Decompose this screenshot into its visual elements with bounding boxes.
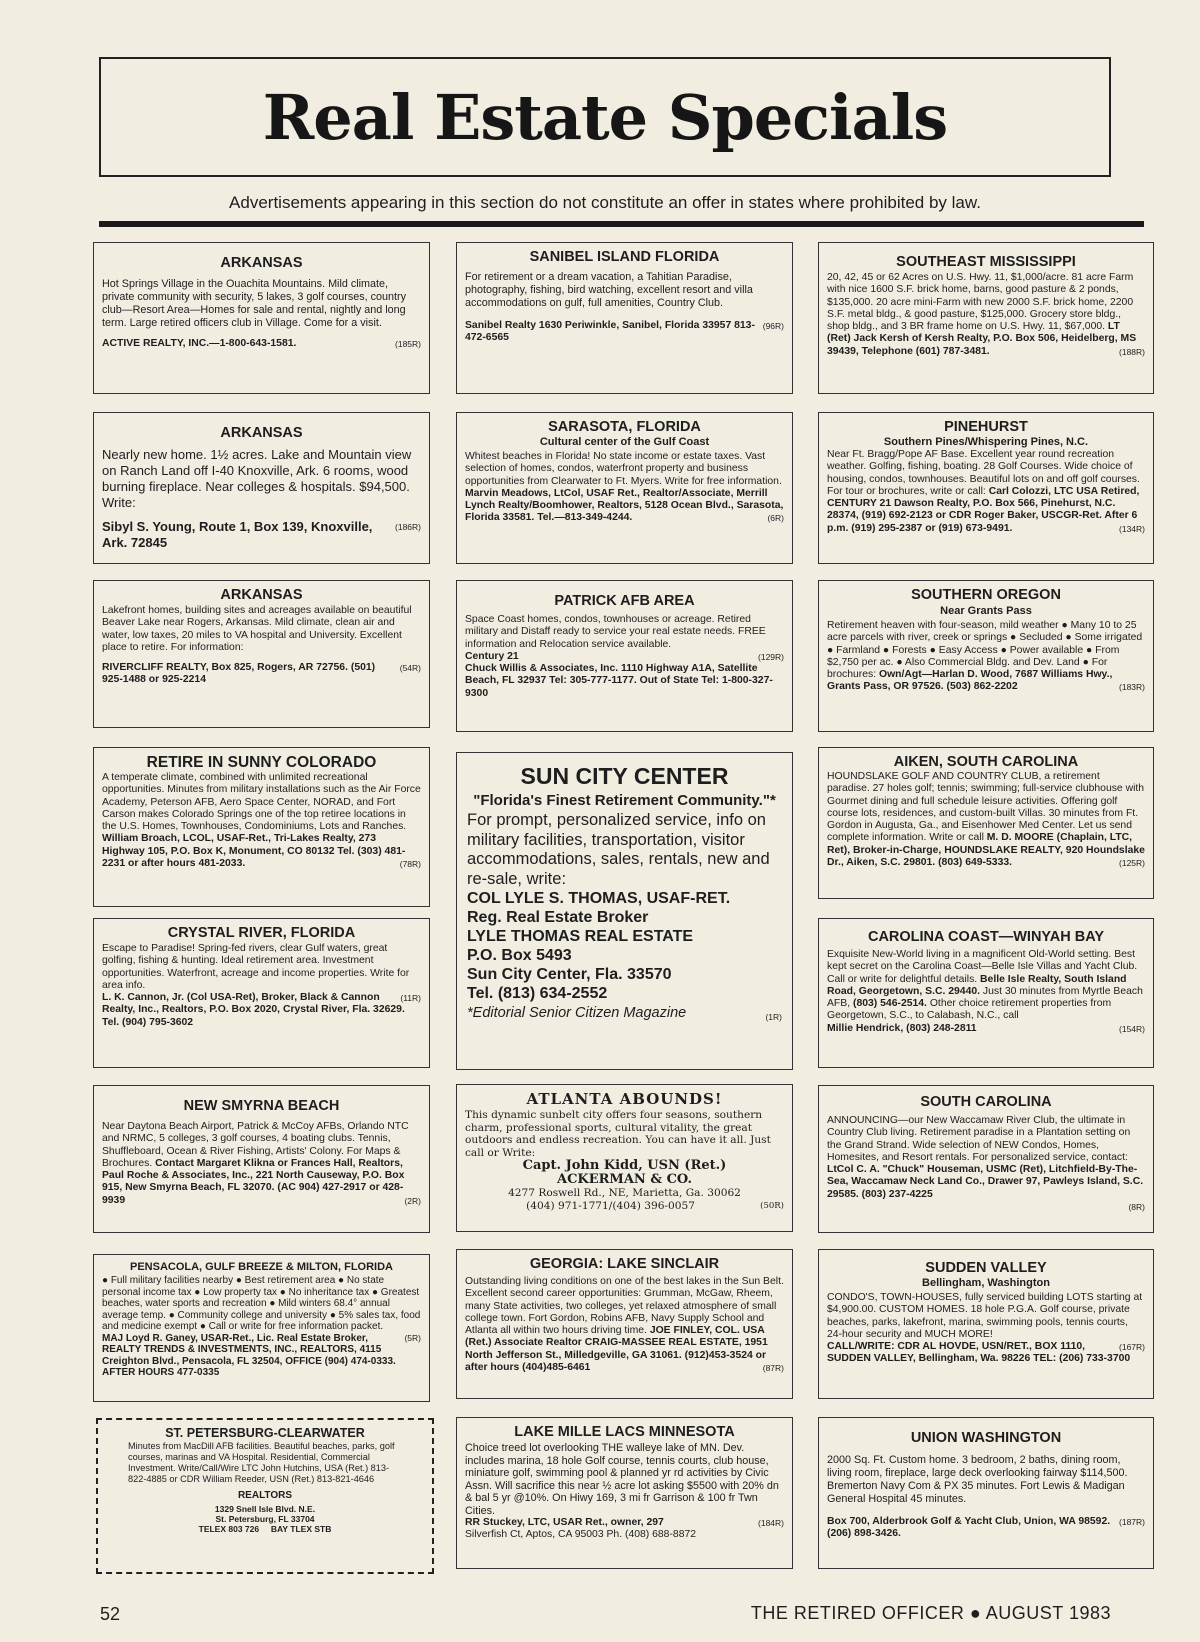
ad-code: (54R)	[399, 663, 421, 674]
ad-contact: Sun City Center, Fla. 33570	[467, 966, 672, 983]
contact-name: Capt. John Kidd, USN (Ret.)	[522, 1158, 727, 1173]
ad-contact: COL LYLE S. THOMAS, USAF-RET.	[467, 890, 731, 907]
ad-contact: P.O. Box 5493	[467, 947, 572, 964]
ad-georgia-lake-sinclair	[456, 1249, 793, 1399]
address-line: 1329 Snell Isle Blvd. N.E.	[214, 1504, 316, 1514]
ad-lake-mille-lacs	[456, 1417, 793, 1569]
ad-title: SUDDEN VALLEY	[925, 1260, 1047, 1276]
ad-code: (96R)	[762, 321, 784, 331]
ad-title: UNION WASHINGTON	[910, 1430, 1062, 1446]
ad-contact: Own/Agt—Harlan D. Wood, 7687 Williams Hwy., Grants Pass, OR 97526. (503) 862-2202	[827, 669, 1113, 693]
ad-code: (183R)	[1119, 682, 1145, 693]
ad-code: (87R)	[762, 1363, 784, 1374]
ad-carolina-coast	[818, 918, 1154, 1068]
ad-title: RETIRE IN SUNNY COLORADO	[146, 754, 377, 771]
ad-title: SOUTH CAROLINA	[920, 1094, 1052, 1110]
ad-contact: MAJ Loyd R. Ganey, USAR-Ret., Lic. Real Estate Broker, REALTY TRENDS & INVESTMENTS, INC., REALTORS, 4115 Creighton Blvd., Pensacola, FL 32504, OFFICE (904) 474-0333. AFTER HOURS 477-0335	[102, 1332, 396, 1378]
ad-sudden-valley	[818, 1249, 1154, 1399]
ad-pensacola	[93, 1254, 430, 1402]
ad-arkansas-knoxville	[93, 412, 430, 564]
ad-code: (184R)	[758, 1518, 784, 1528]
ad-title: SARASOTA, FLORIDA	[548, 419, 701, 435]
ad-body: Nearly new home. 1½ acres. Lake and Mountain view on Ranch Land off I-40 Knoxville, Ark. 6 rooms, wood burning fireplace. Near colleges & hospitals. $94,500. Write:	[102, 447, 412, 510]
ad-new-smyrna	[93, 1085, 430, 1233]
ad-subtitle: Southern Pines/Whispering Pines, N.C.	[883, 436, 1089, 448]
ad-body: Escape to Paradise! Spring-fed rivers, clear Gulf waters, great golfing, fishing & hunting. Ideal retirement area. Investment opportunities. Waterfront, acreage and income properties. Write for area info.	[102, 943, 410, 991]
ad-code: (78R)	[399, 859, 421, 870]
ad-title: PENSACOLA, GULF BREEZE & MILTON, FLORIDA	[130, 1261, 393, 1273]
header-rule	[99, 221, 1144, 227]
ad-body: 2000 Sq. Ft. Custom home. 3 bedroom, 2 baths, dining room, living room, fireplace, large deck overlooking fairway $114,500. Bremerton Navy Com & PX 35 minutes. Fort Lewis & Madigan General Hospital 45 minutes.	[827, 1454, 1128, 1505]
ad-contact: Belle Isle Realty, South Island Road, Georgetown, S.C. 29440.	[827, 973, 1127, 997]
ad-colorado	[93, 747, 430, 907]
ad-body: Lakefront homes, building sites and acreages available on beautiful Beaver Lake near Rogers, Arkansas. Mild climate, clean air and water, low taxes, 20 miles to VA hospital and University. Excellent place to retire. For information:	[102, 605, 412, 653]
ad-sun-city-center	[456, 752, 793, 1070]
ad-contact: Sibyl S. Young, Route 1, Box 139, Knoxville, Ark. 72845	[102, 519, 373, 550]
ad-body: Retirement heaven with four-season, mild weather ● Many 10 to 25 acre parcels with river, creek or springs ● Secluded ● Some irrigated ● Farmland ● Forests ● Easy Access ● Power available ● From $2,750 per ac. ● Also Commercial Bldg. and Dev. Land ● For brochures:	[827, 620, 1143, 681]
ad-code: (8R)	[1128, 1202, 1145, 1213]
ad-contact: Box 700, Alderbrook Golf & Yacht Club, Union, WA 98592. (206) 898-3426.	[827, 1516, 1111, 1540]
ad-contact: ACTIVE REALTY, INC.—1-800-643-1581.	[102, 338, 297, 349]
ad-contact: Marvin Meadows, LtCol, USAF Ret., Realtor/Associate, Merrill Lynch Realty/Boomhower, Realtors, 5128 Ocean Blvd., Sarasota, Florida 33581. Tel.—813-349-4244.	[465, 487, 784, 524]
ad-code: (185R)	[395, 339, 421, 349]
ad-code: (2R)	[404, 1195, 421, 1206]
ad-title: LAKE MILLE LACS MINNESOTA	[514, 1424, 735, 1440]
ad-crystal-river	[93, 918, 430, 1068]
phone-line: (404) 971-1771/(404) 396-0057	[526, 1200, 695, 1212]
ad-contact: LtCol C. A. "Chuck" Houseman, USMC (Ret), Litchfield-By-The-Sea, Waccamaw Neck Land Co., Drawer 97, Pawleys Island, S.C. 29585. (803) 237-4225	[827, 1164, 1144, 1200]
ad-code: (187R)	[1119, 1517, 1145, 1527]
ad-contact: Century 21	[465, 650, 519, 662]
ad-atlanta	[456, 1084, 793, 1232]
ad-aiken	[818, 747, 1154, 899]
ad-title: SOUTHEAST MISSISSIPPI	[896, 254, 1076, 270]
ad-code: (188R)	[1119, 346, 1145, 357]
ad-body: HOUNDSLAKE GOLF AND COUNTRY CLUB, a retirement paradise. 27 holes golf; tennis; swimming; full-service clubhouse with Gourmet dining and full schedule leisure activities. Offering golf course lots, residences, and custom-built Villas. 30 minutes from Ft. Gordon in Augusta, Ga., and Eisenhower Med Center. Let us send complete information. Write or call	[827, 771, 1145, 844]
ad-code: (154R)	[1119, 1023, 1145, 1034]
ad-body: Hot Springs Village in the Ouachita Mountains. Mild climate, private community with security, 5 lakes, 3 golf courses, country club—Resort Area—Homes for sale and rental, nightly and long term. Large retired officers club in Village. Come for a visit.	[102, 278, 407, 329]
ad-union-washington	[818, 1417, 1154, 1569]
ad-code: (1R)	[765, 1012, 782, 1022]
ad-code: (186R)	[395, 522, 421, 532]
ad-title: ST. PETERSBURG-CLEARWATER	[165, 1426, 365, 1440]
address-line: 4277 Roswell Rd., NE, Marietta, Ga. 30062	[508, 1187, 741, 1199]
ad-title: ARKANSAS	[220, 255, 303, 271]
ad-sanibel	[456, 242, 793, 394]
ad-body: 20, 42, 45 or 62 Acres on U.S. Hwy. 11, $1,000/acre. 81 acre Farm with nice 1600 S.F. brick home, barns, good pasture & 2 ponds, $135,000. 20 acre mini-Farm with new 2000 S.F. brick home, 2200 S.F. metal bldg., & good pasture, $125,000. Grocery store bldg., shop bldg., and 3 BR frame home on U.S. Hwy. 11, $67,000.	[827, 272, 1134, 333]
ad-contact: Millie Hendrick, (803) 248-2811	[827, 1022, 977, 1034]
ad-title: AIKEN, SOUTH CAROLINA	[893, 754, 1079, 770]
ad-title: PATRICK AFB AREA	[554, 593, 695, 609]
ad-body: Outstanding living conditions on one of the best lakes in the Sun Belt. Excellent second career opportunities: Grumman, McGaw, Rheem, many State activities, two colleges, yet relaxed atmosphere of small college town. Fort Gordon, Robins AFB, Navy Supply School and Atlanta all within two hours driving time.	[465, 1276, 784, 1337]
ad-southeast-mississippi	[818, 242, 1154, 394]
ad-contact: RIVERCLIFF REALTY, Box 825, Rogers, AR 72756. (501) 925-1488 or 925-2214	[102, 662, 376, 686]
ad-contact: William Broach, LCOL, USAF-Ret., Tri-Lakes Realty, 273 Highway 105, P.O. Box K, Monument, CO 80132 Tel. (303) 481-2231 or after hours 481-2033.	[102, 833, 406, 870]
ad-body: CONDO'S, TOWN-HOUSES, fully serviced building LOTS starting at $4,900.00. CUSTOM HOMES. 18 hole P.G.A. Golf course, private beaches, parks, lakefront, marina, swimming pools, tennis courts, 24-hour security and MUCH MORE!	[827, 1292, 1143, 1340]
ad-body: Near Ft. Bragg/Pope AF Base. Excellent year round recreation weather. Golfing, fishing, boating. 28 Golf Courses. Wide choice of housing, condos, townhouses. Beautiful lots on and off golf courses. For tour or brochures, write or call:	[827, 449, 1140, 497]
ad-code: (129R)	[758, 651, 784, 662]
ad-patrick-afb	[456, 580, 793, 732]
disclaimer: Advertisements appearing in this section do not constitute an offer in states where prohibited by law.	[229, 193, 981, 212]
ad-arkansas-rogers	[93, 580, 430, 728]
ad-contact: Carl Colozzi, LTC USA Retired, CENTURY 21 Dawson Realty, P.O. Box 566, Pinehurst, N.C. 28374, (919) 692-2123 or CDR Roger Baker, USCGR-Ret. After 6 p.m. (919) 295-2387 or (919) 673-9491.	[827, 485, 1140, 534]
ad-body: Minutes from MacDill AFB facilities. Beautiful beaches, parks, golf courses, marinas and VA Hospital. Residential, Commercial Investment. Write/Call/Wire LTC John Hutchins, USA (Ret.) 813-822-4885 or CDR William Reeder, USN (Ret.) 813-821-4646	[128, 1441, 395, 1484]
ad-body: ● Full military facilities nearby ● Best retirement area ● No state personal income tax ● Low property tax ● No inheritance tax ● Greatest beaches, water sports and recreation ● Mild winters 68.4° annual average temp. ● Community college and university ● 5% sales tax, food and medicine exempt ● Call or write for free information packet.	[102, 1275, 421, 1332]
ad-contact: LYLE THOMAS REAL ESTATE	[467, 928, 694, 945]
ad-title: NEW SMYRNA BEACH	[183, 1098, 340, 1114]
ad-southern-oregon	[818, 580, 1154, 732]
ad-subtitle: Bellingham, Washington	[922, 1277, 1050, 1289]
ad-contact: Chuck Willis & Associates, Inc. 1110 Highway A1A, Satellite Beach, FL 32937 Tel: 305-777-1177. Out of State Tel: 1-800-327-9300	[465, 663, 773, 699]
ad-contact: Sanibel Realty 1630 Periwinkle, Sanibel, Florida 33957 813-472-6565	[465, 320, 755, 344]
ad-south-carolina	[818, 1085, 1154, 1233]
ad-contact: LT (Ret) Jack Kersh of Kersh Realty, P.O. Box 506, Heidelberg, MS 39439, Telephone (601) 787-3481.	[827, 321, 1137, 357]
page-title: Real Estate Specials	[262, 80, 948, 154]
ad-contact: RR Stuckey, LTC, USAR Ret., owner, 297	[465, 1517, 664, 1528]
ad-title: PINEHURST	[944, 419, 1028, 435]
ad-subtitle: Cultural center of the Gulf Coast	[539, 436, 710, 448]
ad-title: SUN CITY CENTER	[520, 763, 729, 789]
ad-title: CRYSTAL RIVER, FLORIDA	[167, 925, 356, 941]
ad-body: ANNOUNCING—our New Waccamaw River Club, the ultimate in Country Club living. Retirement paradise in a Plantation setting on the Grand Strand. Wide selection of NEW Condos, Homes, Homesites, and Resort rentals. For personalized service, contact:	[827, 1115, 1131, 1163]
address-line: St. Petersburg, FL 33704	[215, 1514, 315, 1524]
ad-arkansas-hot-springs	[93, 242, 430, 394]
publication-footer: THE RETIRED OFFICER ● AUGUST 1983	[750, 1603, 1111, 1623]
ad-title: ARKANSAS	[220, 587, 303, 603]
ad-body: For prompt, personalized service, info on military facilities, transportation, visitor accommodations, sales, rentals, new and re-sale, write:	[467, 811, 770, 888]
ad-code: (134R)	[1119, 523, 1145, 534]
company-name: ACKERMAN & CO.	[556, 1172, 693, 1187]
ad-body: Whitest beaches in Florida! No state income or estate taxes. Vast selection of homes, condos, waterfront property and business opportunities from Clearwater to Ft. Myers. Write for free information.	[465, 451, 782, 487]
ad-contact: (803) 546-2514.	[853, 998, 927, 1010]
page-number: 52	[100, 1604, 121, 1624]
ad-body: Exquisite New-World living in a magnificent Old-World setting. Best kept secret on the Carolina Coast—Belle Isle Villas and Yacht Club. Call or write for delightful details.	[827, 949, 1138, 985]
ad-contact: M. D. MOORE (Chaplain, LTC, Ret), Broker-in-Charge, HOUNDSLAKE REALTY, 920 Houndslake Dr., Aiken, S.C. 29801. (803) 649-5333.	[827, 832, 1145, 869]
ad-st-petersburg	[96, 1418, 434, 1574]
ad-code: (167R)	[1119, 1342, 1145, 1353]
ad-contact: JOE FINLEY, COL. USA (Ret.) Associate Realtor CRAIG-MASSEE REAL ESTATE, 1951 North Jefferson St., Milledgeville, GA 31061. (912)453-3524 or after hours (404)485-6461	[465, 1325, 768, 1374]
ad-body: For retirement or a dream vacation, a Tahitian Paradise, photography, fishing, bird watching, excellent resort and villa accommodations on gulf, full amenities, Country Club.	[465, 271, 753, 309]
ad-code: (11R)	[400, 993, 421, 1004]
ad-subtitle: Near Grants Pass	[940, 605, 1032, 617]
title-box	[99, 57, 1111, 177]
ad-code: (50R)	[760, 1201, 784, 1211]
ad-contact: Contact Margaret Klikna or Frances Hall, Realtors, Paul Roche & Associates, Inc., 221 North Causeway, P.O. Box 915, New Smyrna Beach, FL 32070. (AC 904) 427-2917 or 428-9939	[102, 1157, 405, 1206]
ad-body: Near Daytona Beach Airport, Patrick & McCoy AFBs, Orlando NTC and NRMC, 5 colleges, 3 golf courses, 4 boating clubs. Tennis, Shuffleboard, Ocean & River Fishing, Artists' Colony. For Maps & Brochures.	[102, 1121, 409, 1169]
ad-body: Just 30 minutes from Myrtle Beach AFB,	[827, 985, 1143, 1010]
ad-body: This dynamic sunbelt city offers four seasons, southern charm, professional sports, cultural vitality, the great outdoors and endless recreation. You can have it all. Just call or Write:	[465, 1109, 771, 1159]
ad-body: A temperate climate, combined with unlimited recreational opportunities. Minutes from military installations such as the Air Force Academy, Peterson AFB, Aero Space Center, NORAD, and Fort Carson makes Colorado Springs one of the top retiree locations in the U.S. Homes, Townhouses, Condominiums, Lots and Ranches.	[102, 772, 421, 833]
ad-code: (6R)	[767, 513, 784, 524]
ad-contact: CALL/WRITE: CDR AL HOVDE, USN/RET., BOX 1110, SUDDEN VALLEY, Bellingham, Wa. 98226 TEL: (206) 733-3700	[827, 1341, 1131, 1365]
ad-code: (5R)	[404, 1332, 421, 1343]
ad-body: Space Coast homes, condos, townhouses or acreage. Retired military and Distaff ready to service your real estate needs. FREE information and Relocation service available.	[465, 614, 766, 650]
ad-contact: Tel. (813) 634-2552	[467, 985, 608, 1002]
ad-title: GEORGIA: LAKE SINCLAIR	[529, 1256, 720, 1272]
ad-contact: L. K. Cannon, Jr. (Col USA-Ret), Broker, Black & Cannon Realty, Inc., Realtors, P.O. Box 2020, Crystal River, Fla. 32629. Tel. (904) 795-3602	[102, 992, 405, 1028]
ad-title: SANIBEL ISLAND FLORIDA	[529, 249, 720, 265]
realtors-label: REALTORS	[237, 1490, 293, 1501]
ad-contact: Reg. Real Estate Broker	[467, 909, 649, 926]
ad-pinehurst	[818, 412, 1154, 564]
ad-body: Other choice retirement properties from Georgetown, S.C., to Calabash, N.C., call	[827, 998, 1112, 1022]
magazine-note: *Editorial Senior Citizen Magazine	[467, 1005, 687, 1021]
ad-title: ARKANSAS	[220, 425, 303, 441]
ad-sarasota	[456, 412, 793, 564]
ad-body: Choice treed lot overlooking THE walleye lake of MN. Dev. includes marina, 18 hole Golf course, tennis courts, club house, miniature golf, swimming pool & planned yr rd activities by Civic Assn. Will sacrifice this near ½ acre lot asking $5500 with 20% dn & bal 5 yr @10%. On Hiwy 169, 3 mi fr Garrison & 100 fr Twn Cities.	[465, 1442, 779, 1517]
ad-contact: Silverfish Ct, Aptos, CA 95003 Ph. (408) 688-8872	[465, 1529, 697, 1541]
ad-title: CAROLINA COAST—WINYAH BAY	[867, 929, 1105, 945]
telex-line: TELEX 803 726 BAY TLEX STB	[198, 1524, 332, 1534]
ad-title: ATLANTA ABOUNDS!	[526, 1090, 723, 1108]
ad-tagline: "Florida's Finest Retirement Community."*	[473, 792, 776, 809]
ad-title: SOUTHERN OREGON	[911, 587, 1061, 603]
ad-code: (125R)	[1119, 858, 1145, 869]
